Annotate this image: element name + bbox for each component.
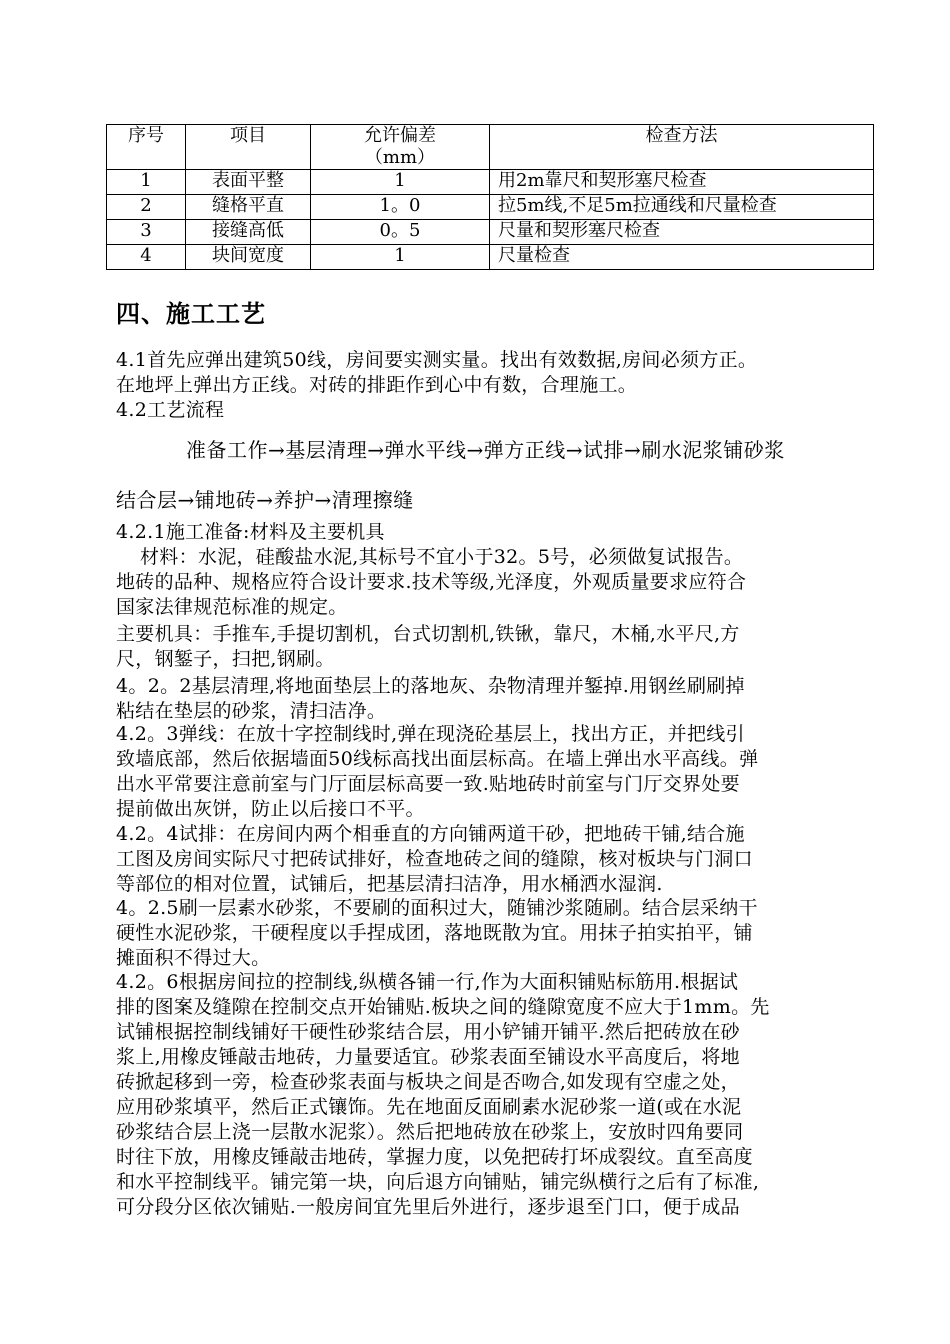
- table-row: [107, 220, 874, 245]
- paragraph-line: 4.2。4试排：在房间内两个相垂直的方向铺两道干砂，把地砖干铺,结合施: [116, 823, 745, 845]
- paragraph-line: 硬性水泥砂浆，干硬程度以手捏成团，落地既散为宜。用抹子拍实拍平，铺: [116, 922, 753, 944]
- paragraph-line: 4.2.1施工准备:材料及主要机具: [116, 521, 385, 543]
- cell-item: 接缝高低: [186, 220, 311, 245]
- paragraph-line: 粘结在垫层的砂浆，清扫洁净。: [116, 700, 387, 722]
- table-row: [107, 170, 874, 195]
- process-flow-line-2: 结合层→铺地砖→养护→清理擦缝: [116, 488, 414, 512]
- cell-method: 尺量和契形塞尺检查: [490, 220, 874, 245]
- paragraph-line: 4。2.5刷一层素水砂浆，不要刷的面积过大，随铺沙浆随刷。结合层采纳干: [116, 897, 758, 919]
- table-row: [107, 245, 874, 270]
- cell-method: 尺量检查: [490, 245, 874, 270]
- header-tolerance-label: 允许偏差: [364, 125, 436, 146]
- cell-tolerance: 1。0: [311, 195, 490, 220]
- cell-method: 拉5m线,不足5m拉通线和尺量检查: [490, 195, 874, 220]
- cell-item: 表面平整: [186, 170, 311, 195]
- paragraph-line: 等部位的相对位置，试铺后，把基层清扫洁净，用水桶洒水湿润.: [116, 873, 663, 895]
- cell-tolerance: 0。5: [311, 220, 490, 245]
- paragraph-line: 4.1首先应弹出建筑50线，房间要实测实量。找出有效数据,房间必须方正。: [116, 349, 758, 371]
- paragraph-line: 摊面积不得过大。: [116, 947, 271, 969]
- paragraph-line: 和水平控制线平。铺完第一块，向后退方向铺贴，铺完纵横行之后有了标准,: [116, 1171, 760, 1193]
- header-tolerance-unit: （mm）: [364, 147, 436, 168]
- paragraph-line: 致墙底部，然后依据墙面50线标高找出面层标高。在墙上弹出水平高线。弹: [116, 748, 759, 770]
- paragraph-line: 砂浆结合层上浇一层散水泥浆）。然后把地砖放在砂浆上，安放时四角要同: [116, 1121, 744, 1143]
- paragraph-line: 主要机具：手推车,手提切割机，台式切割机,铁锹，靠尺，木桶,水平尺,方: [116, 623, 740, 645]
- tolerance-table: [106, 124, 874, 270]
- paragraph-line: 可分段分区依次铺贴.一般房间宜先里后外进行，逐步退至门口，便于成品: [116, 1196, 740, 1218]
- paragraph-line: 工图及房间实际尺寸把砖试排好，检查地砖之间的缝隙，核对板块与门洞口: [116, 848, 753, 870]
- table-row: [107, 195, 874, 220]
- cell-item: 缝格平直: [186, 195, 311, 220]
- paragraph-line: 4.2工艺流程: [116, 399, 225, 421]
- paragraph-line: 材料：水泥，硅酸盐水泥,其标号不宜小于32。5号，必须做复试报告。: [140, 546, 744, 568]
- cell-method: 用2m靠尺和契形塞尺检查: [490, 170, 874, 195]
- cell-index: 4: [107, 245, 186, 270]
- paragraph-line: 提前做出灰饼，防止以后接口不平。: [116, 798, 425, 820]
- section-title: 四、施工工艺: [116, 300, 266, 328]
- paragraph-line: 排的图案及缝隙在控制交点开始铺贴.板块之间的缝隙宽度不应大于1mm。先: [116, 996, 770, 1018]
- paragraph-line: 时往下放，用橡皮锤敲击地砖，掌握力度，以免把砖打坏成裂纹。直至高度: [116, 1146, 753, 1168]
- header-index: 序号: [107, 125, 186, 170]
- cell-index: 1: [107, 170, 186, 195]
- header-tolerance: [311, 125, 490, 170]
- cell-index: 3: [107, 220, 186, 245]
- cell-item: 块间宽度: [186, 245, 311, 270]
- header-method: 检查方法: [490, 125, 874, 170]
- cell-tolerance: 1: [311, 245, 490, 270]
- paragraph-line: 国家法律规范标准的规定。: [116, 596, 348, 618]
- paragraph-line: 4.2。6根据房间拉的控制线,纵横各铺一行,作为大面积铺贴标筋用.根据试: [116, 971, 739, 993]
- cell-tolerance: 1: [311, 170, 490, 195]
- table-header-row: [107, 125, 874, 170]
- header-item: 项目: [186, 125, 311, 170]
- paragraph-line: 应用砂浆填平，然后正式镶饰。先在地面反面刷素水泥砂浆一道(或在水泥: [116, 1096, 742, 1118]
- cell-index: 2: [107, 195, 186, 220]
- paragraph-line: 浆上,用橡皮锤敲击地砖，力量要适宜。砂浆表面至铺设水平高度后，将地: [116, 1046, 740, 1068]
- paragraph-line: 4。2。2基层清理,将地面垫层上的落地灰、杂物清理并錾掉.用钢丝刷刷掉: [116, 675, 745, 697]
- paragraph-line: 砖掀起移到一旁，检查砂浆表面与板块之间是否吻合,如发现有空虚之处，: [116, 1071, 740, 1093]
- paragraph-line: 地砖的品种、规格应符合设计要求.技术等级,光泽度，外观质量要求应符合: [116, 571, 747, 593]
- paragraph-line: 在地坪上弹出方正线。对砖的排距作到心中有数，合理施工。: [116, 374, 638, 396]
- paragraph-line: 尺，钢錾子，扫把,钢刷。: [116, 648, 335, 670]
- paragraph-line: 出水平常要注意前室与门厅面层标高要一致.贴地砖时前室与门厅交界处要: [116, 773, 740, 795]
- paragraph-line: 试铺根据控制线铺好干硬性砂浆结合层，用小铲铺开铺平.然后把砖放在砂: [116, 1021, 740, 1043]
- process-flow-line-1: 准备工作→基层清理→弹水平线→弹方正线→试排→刷水泥浆铺砂浆: [186, 438, 785, 462]
- paragraph-line: 4.2。3弹线：在放十字控制线时,弹在现浇砼基层上，找出方正，并把线引: [116, 723, 745, 745]
